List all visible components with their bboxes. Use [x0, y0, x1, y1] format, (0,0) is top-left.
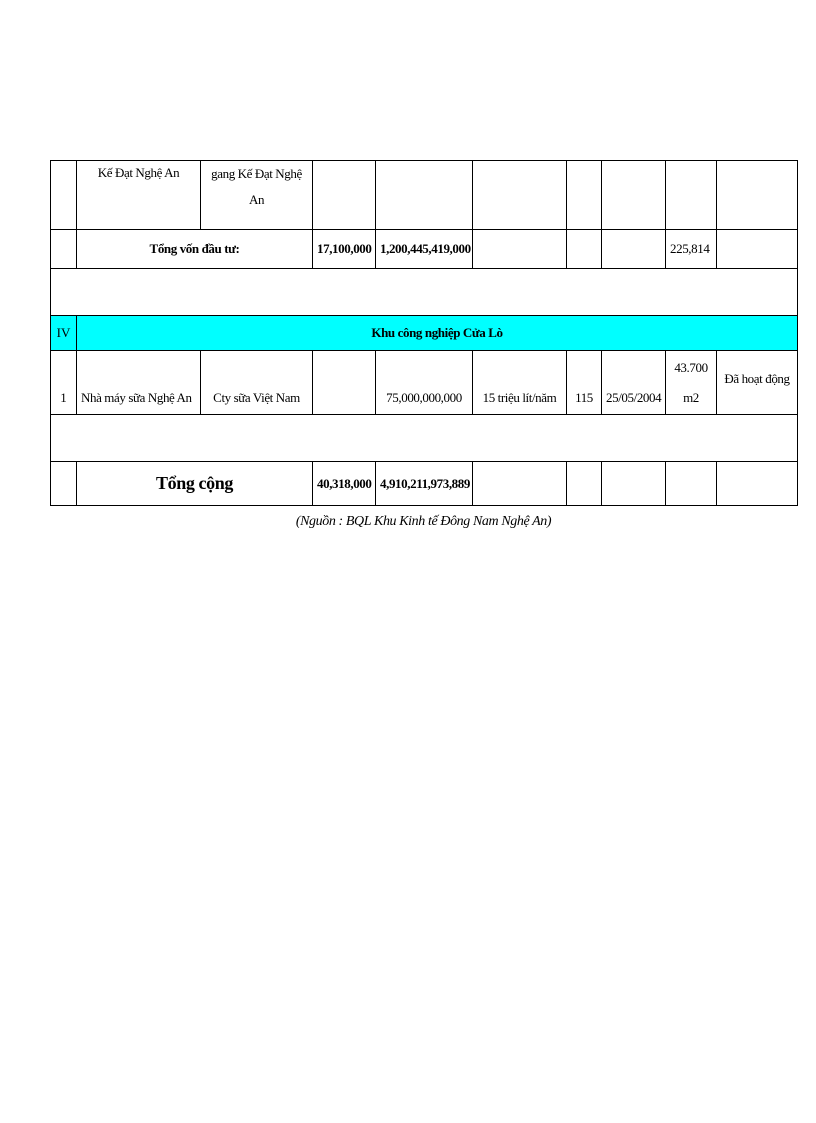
item-status: Đã hoạt động — [717, 351, 798, 415]
item-capital-vnd: 75,000,000,000 — [376, 351, 473, 415]
cell-capital-usd — [313, 161, 376, 230]
cell-status — [717, 230, 798, 269]
grand-total-capital-vnd: 4,910,211,973,889 — [376, 462, 473, 506]
section-title: Khu công nghiệp Cửa Lò — [77, 316, 798, 351]
table-row-top — [51, 161, 798, 230]
subtotal-capital-vnd: 1,200,445,419,000 — [376, 230, 473, 269]
cell-status — [717, 161, 798, 230]
source-note: (Nguồn : BQL Khu Kinh tế Đông Nam Nghệ An) — [295, 514, 552, 529]
cell-workers — [567, 462, 602, 506]
cell-project: Kế Đạt Nghệ An — [77, 161, 201, 230]
cell-investor: gang Kế Đạt Nghệ An — [201, 161, 313, 230]
section-number: IV — [51, 316, 77, 351]
table-row-item — [51, 351, 798, 415]
table-row-grand-total — [51, 462, 798, 506]
table-row-spacer — [51, 415, 798, 462]
cell-workers — [567, 161, 602, 230]
cell-capacity — [473, 161, 567, 230]
cell-capacity — [473, 230, 567, 269]
subtotal-capital-usd: 17,100,000 — [313, 230, 376, 269]
cell-date — [602, 161, 666, 230]
item-stt: 1 — [51, 351, 77, 415]
cell-workers — [567, 230, 602, 269]
item-capacity: 15 triệu lít/năm — [473, 351, 567, 415]
cell-date — [602, 462, 666, 506]
cell-status — [717, 462, 798, 506]
investment-table — [50, 160, 798, 506]
investment-table-container — [50, 160, 797, 506]
item-area: 43.700 m2 — [666, 351, 717, 415]
spacer-cell — [51, 415, 798, 462]
cell-date — [602, 230, 666, 269]
item-capital-usd — [313, 351, 376, 415]
cell-stt — [51, 161, 77, 230]
cell-capacity — [473, 462, 567, 506]
grand-total-label: Tổng cộng — [77, 462, 313, 506]
item-date: 25/05/2004 — [602, 351, 666, 415]
spacer-cell — [51, 269, 798, 316]
table-row-subtotal — [51, 230, 798, 269]
subtotal-area: 225,814 — [666, 230, 717, 269]
grand-total-capital-usd: 40,318,000 — [313, 462, 376, 506]
cell-area — [666, 462, 717, 506]
cell-stt — [51, 462, 77, 506]
cell-stt — [51, 230, 77, 269]
cell-capital-vnd — [376, 161, 473, 230]
item-project: Nhà máy sữa Nghệ An — [77, 351, 201, 415]
table-row-section — [51, 316, 798, 351]
subtotal-label: Tổng vốn đầu tư: — [77, 230, 313, 269]
item-investor: Cty sữa Việt Nam — [201, 351, 313, 415]
item-workers: 115 — [567, 351, 602, 415]
table-row-spacer — [51, 269, 798, 316]
cell-area — [666, 161, 717, 230]
